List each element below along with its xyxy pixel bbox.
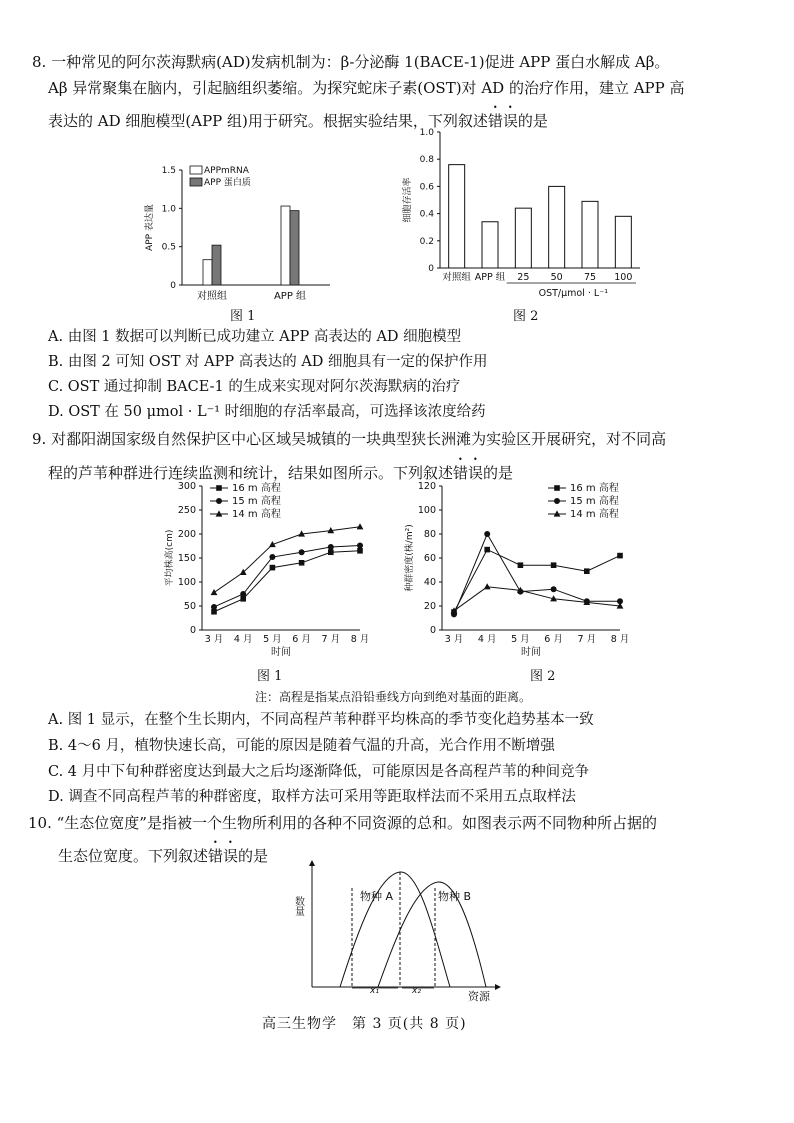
q9-stem-line1: 9. 对鄱阳湖国家级自然保护区中心区域吴城镇的一块典型狭长洲滩为实验区开展研究，对不同高 <box>32 430 667 448</box>
q10-x2-label: x₂ <box>412 986 421 996</box>
q9-fig2-xtick-label: 5 月 <box>511 634 530 645</box>
q9-fig1-ylabel: 平均株高(cm) <box>165 529 175 587</box>
q8-option-a: A. 由图 1 数据可以判断已成功建立 APP 高表达的 AD 细胞模型 <box>48 329 462 345</box>
q9-fig1-ytick-label: 100 <box>177 577 196 588</box>
q8-fig2-ytick-label: 0.2 <box>419 236 434 247</box>
q8-fig2-bar <box>582 201 598 268</box>
q9-fig2-ytick-label: 20 <box>423 601 436 612</box>
q9-fig1-series-line <box>214 527 360 593</box>
q9-fig2-ytick-label: 100 <box>417 505 436 516</box>
q8-fig1-ytick-label: 0 <box>170 281 176 291</box>
q10-curve-species-a <box>340 872 450 987</box>
q9-fig1-legend-marker <box>216 485 222 491</box>
q8-fig1-legend-label: APPmRNA <box>204 166 249 176</box>
q8-fig1-ytick-label: 1.5 <box>161 166 176 176</box>
q8-fig2-ytick-label: 1.0 <box>419 128 434 138</box>
q8-fig1-legend-label: APP 蛋白质 <box>204 178 251 188</box>
page-footer: 高三生物学 第 3 页(共 8 页) <box>262 1016 467 1032</box>
q9-fig1-point <box>270 565 276 571</box>
q8-stem-line2: Aβ 异常聚集在脑内，引起脑组织萎缩。为探究蛇床子素(OST)对 AD 的治疗作用，建立 APP 高 <box>48 79 685 97</box>
q9-fig1-ytick-label: 300 <box>177 481 196 492</box>
q10-x1-label: x₁ <box>370 986 379 996</box>
q9-option-a: A. 图 1 显示，在整个生长期内，不同高程芦苇种群平均株高的季节变化趋势基本一致 <box>48 712 594 728</box>
q8-fig2-bar <box>449 165 465 268</box>
q10-niche-chart <box>290 860 510 1005</box>
q9-fig2-ytick-label: 120 <box>417 481 436 492</box>
q9-fig2-legend-label: 15 m 高程 <box>570 496 619 507</box>
q9-fig1-series-line <box>214 551 360 612</box>
q10-ylabel: 数量 <box>292 896 304 916</box>
q8-fig2-ytick-label: 0.4 <box>419 209 434 220</box>
q8-fig2-caption: 图 2 <box>513 309 539 324</box>
q9-fig1-point <box>357 543 363 549</box>
q8-fig1-ytick-label: 1.0 <box>161 204 176 215</box>
q9-fig2-ytick-label: 0 <box>429 625 436 636</box>
q8-fig2-ytick-label: 0 <box>428 264 434 274</box>
q9-fig1-caption: 图 1 <box>257 669 283 684</box>
q9-fig2-ylabel: 种群密度(株/m²) <box>405 524 415 592</box>
q9-fig2-xtick-label: 4 月 <box>477 634 497 645</box>
q9-fig2-point <box>584 568 590 574</box>
q8-fig2-category: 对照组 <box>442 272 471 283</box>
q9-fig1-ytick-label: 50 <box>183 601 196 612</box>
q10-label-species-a: 物种 A <box>360 890 394 903</box>
q8-fig2-bar <box>615 216 631 268</box>
q9-stem-line2: 程的芦苇种群进行连续监测和统计，结果如图所示。下列叙述错误的是 <box>48 464 514 482</box>
q8-fig1-bar <box>290 211 299 285</box>
q9-fig2-series-line <box>454 550 620 612</box>
q9-fig1-point <box>269 554 275 560</box>
q8-option-c: C. OST 通过抑制 BACE-1 的生成来实现对阿尔茨海默病的治疗 <box>48 379 461 395</box>
q8-fig2-category: 100 <box>614 272 633 283</box>
q9-fig1-xtick-label: 4 月 <box>233 634 253 645</box>
q9-fig2-xtick-label: 3 月 <box>444 634 464 645</box>
q8-fig1-legend-swatch <box>190 166 202 174</box>
q10-stem-line1: 10. “生态位宽度”是指被一个生物所利用的各种不同资源的总和。如图表示两不同物种所占据的 <box>28 814 657 832</box>
q9-fig2-xtick-label: 7 月 <box>577 634 597 645</box>
q9-emph-word: 错误 <box>453 464 484 482</box>
q9-fig2-ytick-label: 80 <box>423 529 436 540</box>
q10-x-arrow-icon <box>495 984 501 990</box>
q8-stem-line1: 8. 一种常见的阿尔茨海默病(AD)发病机制为：β-分泌酶 1(BACE-1)促进 APP 蛋白水解成 Aβ。 <box>32 53 670 71</box>
q8-fig2-ytick-label: 0.8 <box>419 155 434 166</box>
q9-fig2-point <box>484 531 490 537</box>
q9-fig1-ytick-label: 200 <box>177 529 196 540</box>
q9-option-c: C. 4 月中下旬种群密度达到最大之后均逐渐降低，可能原因是各高程芦苇的种间竞争 <box>48 764 590 780</box>
q9-option-b: B. 4～6 月，植物快速长高，可能的原因是随着气温的升高，光合作用不断增强 <box>48 738 555 754</box>
q9-fig1-point <box>357 548 363 554</box>
q8-fig1-ytick-label: 0.5 <box>161 242 176 253</box>
q10-stem-line2: 生态位宽度。下列叙述错误的是 <box>58 847 269 865</box>
q9-fig1-legend-label: 16 m 高程 <box>232 483 281 494</box>
q9-fig1-point <box>328 549 334 555</box>
q8-fig1-category: 对照组 <box>197 291 227 302</box>
q9-fig2-xlabel: 时间 <box>521 647 541 658</box>
q9-fig2-legend-marker <box>554 498 560 504</box>
q9-fig2-chart <box>400 478 640 658</box>
q8-fig2-ytick-label: 0.6 <box>419 182 434 193</box>
q8-fig2-ylabel: 细胞存活率 <box>403 177 413 223</box>
q8-stem-line3: 表达的 AD 细胞模型(APP 组)用于研究。根据实验结果，下列叙述错误的是 <box>48 112 548 130</box>
q9-fig1-point <box>328 544 334 550</box>
q9-fig2-xtick-label: 8 月 <box>610 634 630 645</box>
q9-fig1-ytick-label: 250 <box>177 505 196 516</box>
q8-emph-word: 错误 <box>487 112 518 130</box>
q9-fig1-xtick-label: 8 月 <box>350 634 370 645</box>
q9-fig1-point <box>299 549 305 555</box>
q8-fig2-bar <box>515 208 531 268</box>
q9-fig2-caption: 图 2 <box>530 669 556 684</box>
q8-fig2-category: APP 组 <box>474 272 506 283</box>
q9-fig1-xlabel: 时间 <box>271 647 291 658</box>
q9-option-d: D. 调查不同高程芦苇的种群密度，取样方法可采用等距取样法而不采用五点取样法 <box>48 789 576 805</box>
q9-fig1-ytick-label: 150 <box>177 553 196 564</box>
q9-fig2-xtick-label: 6 月 <box>544 634 563 645</box>
q8-fig2-category: 50 <box>550 272 563 283</box>
q9-fig2-legend-label: 16 m 高程 <box>570 483 619 494</box>
q9-fig2-ytick-label: 40 <box>423 577 436 588</box>
q9-fig1-legend-label: 15 m 高程 <box>232 496 281 507</box>
q9-fig1-point <box>357 523 364 529</box>
q9-fig1-point <box>211 604 217 610</box>
q9-fig2-point <box>484 547 490 553</box>
q9-note: 注：高程是指某点沿铅垂线方向到绝对基面的距离。 <box>255 690 532 704</box>
q9-fig1-xtick-label: 3 月 <box>204 634 224 645</box>
q9-fig2-legend-marker <box>554 485 560 491</box>
q9-fig2-ytick-label: 60 <box>423 553 436 564</box>
q9-fig2-point <box>551 586 557 592</box>
q8-option-d: D. OST 在 50 μmol · L⁻¹ 时细胞的存活率最高，可选择该浓度给药 <box>48 404 486 420</box>
q9-fig2-point <box>551 562 557 568</box>
q8-fig2-xlabel: OST/μmol · L⁻¹ <box>538 288 609 299</box>
q9-fig1-series-line <box>214 546 360 607</box>
q9-fig1-ytick-label: 0 <box>189 625 196 636</box>
q9-fig2-series-line <box>454 534 620 614</box>
q9-fig1-point <box>240 591 246 597</box>
q10-label-species-b: 物种 B <box>438 890 472 903</box>
q10-y-arrow-icon <box>309 860 315 866</box>
q9-fig2-point <box>484 583 491 589</box>
q8-fig1-bar <box>212 245 221 285</box>
q8-fig2-category: 75 <box>583 272 597 283</box>
q8-fig1-chart <box>140 160 340 320</box>
q8-fig1-ylabel: APP 表达量 <box>145 204 155 251</box>
q9-fig2-point <box>518 562 524 568</box>
q9-fig2-legend-label: 14 m 高程 <box>570 509 619 520</box>
q9-fig1-xtick-label: 6 月 <box>292 634 311 645</box>
q10-xlabel: 资源 <box>468 990 490 1003</box>
q8-fig2-bar <box>549 186 565 268</box>
q8-option-b: B. 由图 2 可知 OST 对 APP 高表达的 AD 细胞具有一定的保护作用 <box>48 354 488 370</box>
q8-fig2-chart <box>400 122 645 302</box>
q9-fig1-chart <box>160 478 370 658</box>
q8-fig1-legend-swatch <box>190 178 202 186</box>
q8-fig1-caption: 图 1 <box>230 309 256 324</box>
q9-fig2-point <box>617 553 623 559</box>
q10-emph-word: 错误 <box>208 847 239 865</box>
q8-fig1-category: APP 组 <box>273 291 307 302</box>
q8-fig2-bar <box>482 222 498 268</box>
q8-fig1-bar <box>203 260 212 285</box>
q8-fig1-bar <box>281 206 290 285</box>
q9-fig1-legend-label: 14 m 高程 <box>232 509 281 520</box>
q9-fig1-xtick-label: 7 月 <box>321 634 341 645</box>
q8-fig2-category: 25 <box>517 272 530 283</box>
q9-fig1-point <box>211 589 218 595</box>
q9-fig1-xtick-label: 5 月 <box>263 634 282 645</box>
q9-fig1-legend-marker <box>216 498 222 504</box>
q9-fig1-point <box>299 560 305 566</box>
